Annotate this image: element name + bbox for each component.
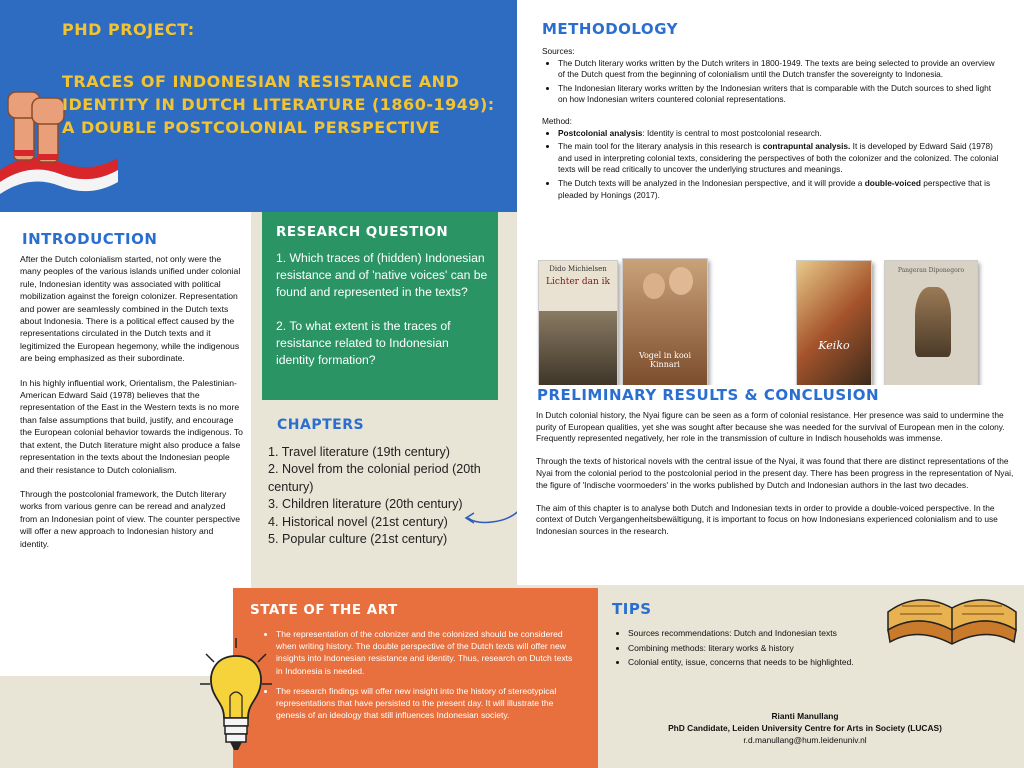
method-item: • The main tool for the literary analysis in this research is contrapuntal analysis. It is developed by Edward Said (1978) and used in interpreting colonial texts, considering the perspectives of both the colonizer and the colonized. The colonial texts will be read critically to uncover the underlying structures and meanings. [558,141,1000,176]
chapters-heading: CHAPTERS [277,417,365,433]
author-email: r.d.manullang@hum.leidenuniv.nl [743,735,867,746]
results-text [536,410,1016,549]
research-question-item: 2. To what extent is the traces of resistance related to Indonesian identity formation? [276,319,451,367]
book-cover-keiko [796,260,872,388]
method-label: Method: [542,115,572,126]
state-of-art-heading: STATE OF THE ART [250,602,398,618]
results-paragraph: Through the texts of historical novels with the central issue of the Nyai, it was found that there are distinct representations of the Nyai from the colonial period to the postcolonial period in the present day. There has been progress in the representation of Nyai, the figure of 'Indische voormoeders' in the works published by Dutch and Indonesian authors in the last two decades. [536,456,1014,490]
book-figure [669,267,693,295]
tip-item: • Combining methods: literary works & history [628,642,912,655]
state-of-art-item: • The research findings will offer new insight into the history of stereotypical representations that have persisted to the present day. It will illustrate the genesis of an ideology that still influences Indonesian society. [276,685,578,722]
chapter-item: 5. Popular culture (21st century) [268,532,448,547]
book-figure [915,287,951,357]
introduction-heading: INTRODUCTION [22,230,158,248]
chapter-item: 4. Historical novel (21st century) [268,514,448,529]
results-paragraph: The aim of this chapter is to analyse both Dutch and Indonesian texts in order to provide a double-voiced perspective. In the context of Dutch Vergangenheitsbewältigung, it is important to focus on how Indonesians experienced colonialism and to use Indonesian sources in the research. [536,502,998,536]
book-title: Lichter dan ik [546,277,610,287]
chapter-item: 1. Travel literature (19th century) [268,445,450,459]
tip-item: • Sources recommendations: Dutch and Indonesian texts [628,627,912,640]
chapter-item: 2. Novel from the colonial period (20th century) [268,462,481,494]
results-heading: PRELIMINARY RESULTS & CONCLUSION [537,386,880,404]
intro-paragraph: After the Dutch colonialism started, not only were the many peoples of the various islands unified under colonial rule, Indonesian identity was associated with political mobilization against the foreign colonizer. Representation and power are seamlessly combined in the Dutch texts about Indonesia. There is a political effect caused by the representations circulated in the Dutch texts and it legitimized the European hegemony, while the indigenous are being emphasized as their subordinate. [20,254,241,364]
source-item: • The Dutch literary works written by the Dutch writers in 1800-1949. The texts are being selected to provide an overview of the Dutch quest from the beginning of colonialism until the Dutch transfer the sovereignty to Indonesia. [558,58,1000,81]
intro-paragraph: Through the postcolonial framework, the Dutch literary works from various genre can be reread and analyzed from an Indonesian point of view. The counter perspective will offer a new approach to Indonesian history and identity. [20,488,241,549]
intro-paragraph: In his highly influential work, Orientalism, the Palestinian-American Edward Said (1978) believes that the representation of the East in the Western texts is no more than false assumptions that build, justify, and encourage the European colonial behavior towards the indigenous. To that extent, the Dutch literature might also produce a false representation in the texts about the Indonesian people and their resistance to Dutch colonialism. [20,377,243,475]
open-book-icon [882,572,1022,662]
tips-heading: TIPS [612,600,652,618]
state-of-art-list [260,628,578,729]
tips-list [612,627,912,671]
book-cover-vogel-in-kooi [622,258,708,388]
state-of-art-item: • The representation of the colonizer and the colonized should be considered when writing history. The double perspective of the Dutch texts will offer new insights into Indonesian resistance and identity. Thus, research on Dutch texts in Indonesia is needed. [276,628,578,677]
book-cover-pangeran [884,260,978,386]
research-question-list [276,250,488,386]
sources-label: Sources: [542,46,575,56]
method-item: • Postcolonial analysis: Identity is central to most postcolonial research. [558,128,1000,140]
book-title: Keiko [818,339,850,352]
poster-title: TRACES OF INDONESIAN RESISTANCE AND IDENTITY IN DUTCH LITERATURE (1860-1949): A DOUBLE POSTCOLONIAL PERSPECTIVE [62,72,495,137]
book-title: Pangeran Diponegoro [897,267,965,274]
lightbulb-icon [198,636,274,756]
book-title: Vogel in kooi Kinnari [638,351,692,369]
book-author: Dido Michielsen [549,265,607,273]
method-item: • The Dutch texts will be analyzed in the Indonesian perspective, and it will provide a double-voiced perspective that is pleaded by Honings (2017). [558,178,1000,201]
research-question-item: 1. Which traces of (hidden) Indonesian resistance and of 'native voices' can be found and represented in the texts? [276,251,488,299]
source-item: • The Indonesian literary works written by the Indonesian writers that is comparable with the Dutch sources to shed light on how Indonesian writers countered colonial representations. [558,83,1000,106]
chapter-item: 3. Children literature (20th century) [268,497,463,512]
results-paragraph: In Dutch colonial history, the Nyai figure can be seen as a form of colonial resistance. Her presence was said to undermine the purity of European qualities, yet she was sought after because she was needed for the survival of European men in the colony. Frequently represented negatively, her role in the transmission of culture in Indisch households was immense. [536,410,1005,444]
research-question-heading: RESEARCH QUESTION [276,224,449,240]
tip-item: • Colonial entity, issue, concerns that needs to be highlighted. [628,656,912,669]
author-affiliation: PhD Candidate, Leiden University Centre for Arts in Society (LUCAS) [668,723,942,734]
author-name: Rianti Manullang [771,711,839,721]
methodology-heading: METHODOLOGY [542,20,679,38]
book-photo [539,311,617,389]
project-label: PHD PROJECT: [62,20,195,39]
introduction-text [20,253,244,562]
methodology-text [542,46,1000,211]
book-figure [643,273,665,299]
book-cover-lichter-dan-ik [538,260,618,390]
author-block [640,710,970,747]
